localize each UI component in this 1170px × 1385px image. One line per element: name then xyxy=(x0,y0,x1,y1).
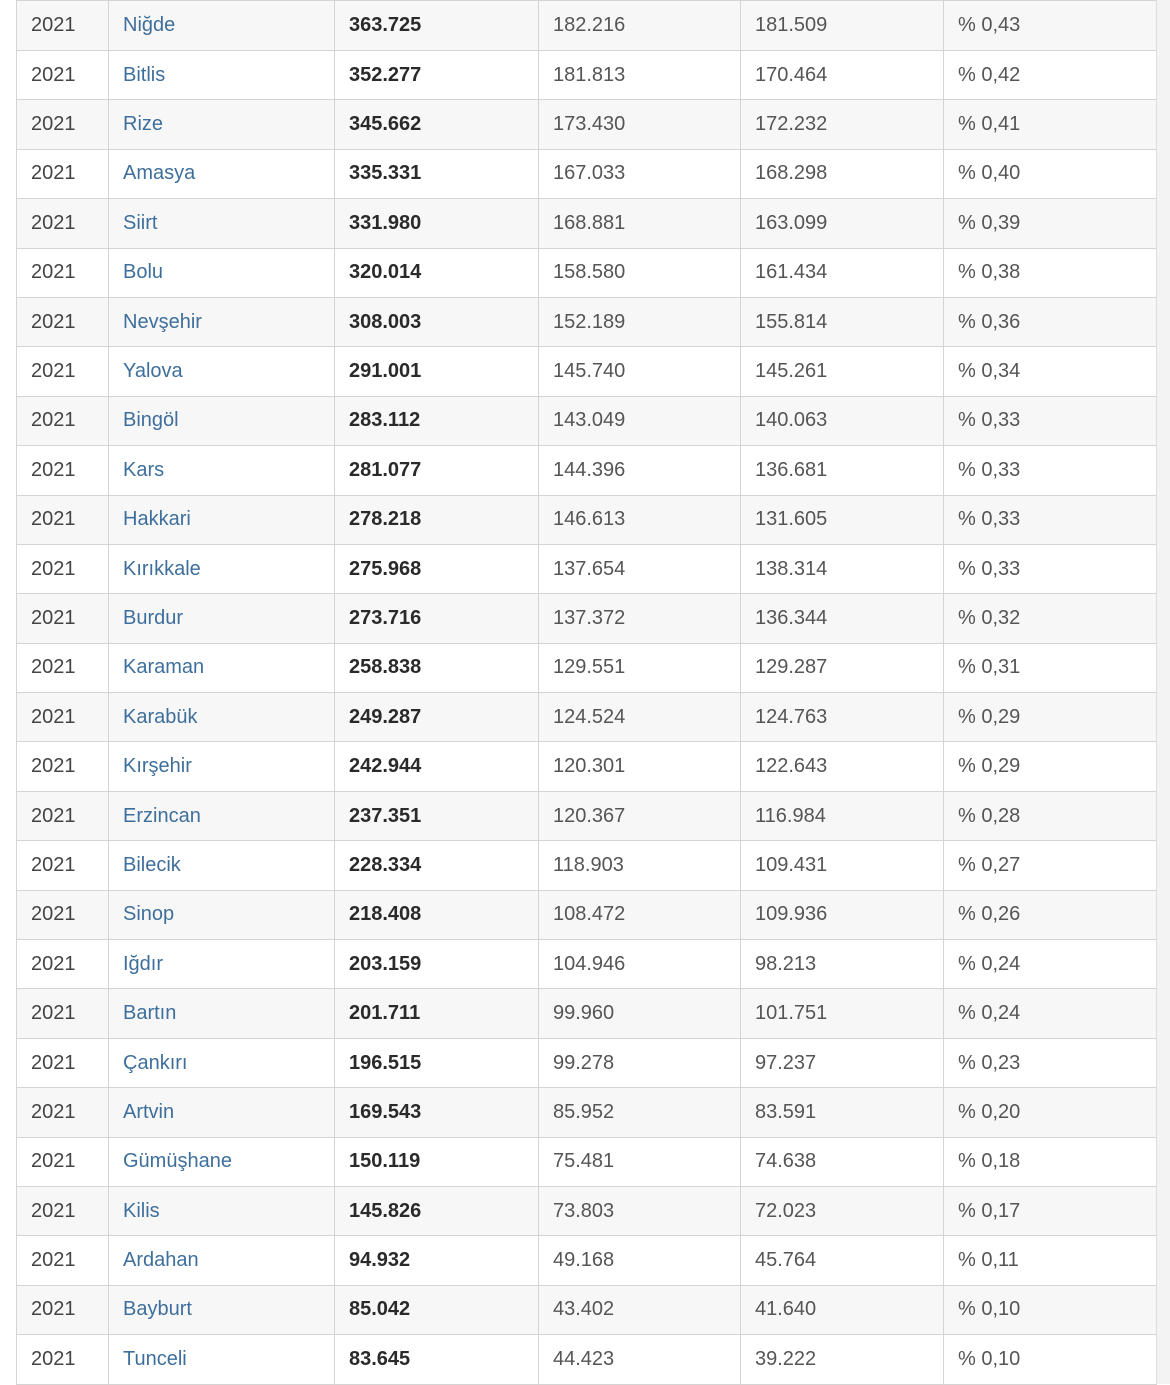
male-population-cell: 146.613 xyxy=(539,495,741,544)
year-cell: 2021 xyxy=(17,940,109,989)
male-population-cell: 44.423 xyxy=(539,1335,741,1384)
male-population-cell: 144.396 xyxy=(539,446,741,495)
female-population-cell: 109.431 xyxy=(741,841,944,890)
male-population-cell: 99.278 xyxy=(539,1038,741,1087)
province-link[interactable]: Burdur xyxy=(123,606,184,629)
year-cell: 2021 xyxy=(17,446,109,495)
page-edge xyxy=(1156,0,1170,1384)
table-row xyxy=(17,100,1157,149)
table-row xyxy=(17,594,1157,643)
female-population-cell: 122.643 xyxy=(741,742,944,791)
female-population-cell: 39.222 xyxy=(741,1335,944,1384)
table-body xyxy=(17,1,1157,1385)
female-population-cell: 116.984 xyxy=(741,791,944,840)
year-cell: 2021 xyxy=(17,841,109,890)
province-cell[interactable] xyxy=(109,890,335,939)
year-cell: 2021 xyxy=(17,1186,109,1235)
table-row xyxy=(17,791,1157,840)
year-cell: 2021 xyxy=(17,742,109,791)
province-link[interactable]: Artvin xyxy=(123,1100,175,1123)
province-link[interactable]: Kırıkkale xyxy=(123,557,201,580)
percent-share-cell: % 0,24 xyxy=(944,989,1157,1038)
province-link[interactable]: Bingöl xyxy=(123,409,179,432)
total-population-cell: 196.515 xyxy=(335,1038,539,1087)
year-cell: 2021 xyxy=(17,1088,109,1137)
percent-share-cell: % 0,36 xyxy=(944,297,1157,346)
percent-share-cell: % 0,34 xyxy=(944,347,1157,396)
population-table xyxy=(16,0,1157,1385)
year-cell: 2021 xyxy=(17,51,109,100)
province-link[interactable]: Sinop xyxy=(123,903,175,926)
female-population-cell: 109.936 xyxy=(741,890,944,939)
table-row xyxy=(17,1186,1157,1235)
percent-share-cell: % 0,20 xyxy=(944,1088,1157,1137)
table-row xyxy=(17,199,1157,248)
province-link[interactable]: Nevşehir xyxy=(123,310,202,333)
table-row xyxy=(17,1038,1157,1087)
male-population-cell: 124.524 xyxy=(539,693,741,742)
total-population-cell: 273.716 xyxy=(335,594,539,643)
percent-share-cell: % 0,38 xyxy=(944,248,1157,297)
female-population-cell: 172.232 xyxy=(741,100,944,149)
table-row xyxy=(17,149,1157,198)
female-population-cell: 155.814 xyxy=(741,297,944,346)
male-population-cell: 104.946 xyxy=(539,940,741,989)
total-population-cell: 335.331 xyxy=(335,149,539,198)
table-row xyxy=(17,495,1157,544)
province-link[interactable]: Bolu xyxy=(123,261,164,284)
population-table-container xyxy=(16,0,1156,1385)
province-link[interactable]: Erzincan xyxy=(123,804,201,827)
province-link[interactable]: Bilecik xyxy=(123,853,181,876)
table-row xyxy=(17,841,1157,890)
female-population-cell: 72.023 xyxy=(741,1186,944,1235)
percent-share-cell: % 0,39 xyxy=(944,199,1157,248)
table-row xyxy=(17,693,1157,742)
total-population-cell: 85.042 xyxy=(335,1285,539,1334)
province-cell[interactable] xyxy=(109,100,335,149)
province-link[interactable]: Gümüşhane xyxy=(123,1150,232,1173)
year-cell: 2021 xyxy=(17,1137,109,1186)
total-population-cell: 345.662 xyxy=(335,100,539,149)
total-population-cell: 150.119 xyxy=(335,1137,539,1186)
male-population-cell: 152.189 xyxy=(539,297,741,346)
province-cell[interactable] xyxy=(109,940,335,989)
year-cell: 2021 xyxy=(17,544,109,593)
total-population-cell: 83.645 xyxy=(335,1335,539,1384)
total-population-cell: 275.968 xyxy=(335,544,539,593)
total-population-cell: 237.351 xyxy=(335,791,539,840)
female-population-cell: 124.763 xyxy=(741,693,944,742)
table-row xyxy=(17,742,1157,791)
province-cell[interactable] xyxy=(109,989,335,1038)
percent-share-cell: % 0,31 xyxy=(944,643,1157,692)
percent-share-cell: % 0,18 xyxy=(944,1137,1157,1186)
male-population-cell: 120.367 xyxy=(539,791,741,840)
province-cell[interactable] xyxy=(109,248,335,297)
province-link[interactable]: Siirt xyxy=(123,211,158,234)
female-population-cell: 74.638 xyxy=(741,1137,944,1186)
total-population-cell: 352.277 xyxy=(335,51,539,100)
year-cell: 2021 xyxy=(17,1335,109,1384)
province-link[interactable]: Karabük xyxy=(123,705,198,728)
province-cell[interactable] xyxy=(109,791,335,840)
female-population-cell: 145.261 xyxy=(741,347,944,396)
male-population-cell: 168.881 xyxy=(539,199,741,248)
female-population-cell: 163.099 xyxy=(741,199,944,248)
year-cell: 2021 xyxy=(17,890,109,939)
province-cell[interactable] xyxy=(109,446,335,495)
table-row xyxy=(17,890,1157,939)
male-population-cell: 73.803 xyxy=(539,1186,741,1235)
percent-share-cell: % 0,40 xyxy=(944,149,1157,198)
province-cell[interactable] xyxy=(109,51,335,100)
percent-share-cell: % 0,23 xyxy=(944,1038,1157,1087)
male-population-cell: 137.654 xyxy=(539,544,741,593)
province-link[interactable]: Amasya xyxy=(123,162,196,185)
female-population-cell: 136.344 xyxy=(741,594,944,643)
percent-share-cell: % 0,17 xyxy=(944,1186,1157,1235)
province-link[interactable]: Kars xyxy=(123,458,165,481)
female-population-cell: 131.605 xyxy=(741,495,944,544)
percent-share-cell: % 0,41 xyxy=(944,100,1157,149)
male-population-cell: 143.049 xyxy=(539,396,741,445)
province-link[interactable]: Kilis xyxy=(123,1199,160,1222)
province-link[interactable]: Yalova xyxy=(123,360,183,383)
table-row xyxy=(17,989,1157,1038)
province-cell[interactable] xyxy=(109,742,335,791)
male-population-cell: 120.301 xyxy=(539,742,741,791)
year-cell: 2021 xyxy=(17,989,109,1038)
province-cell[interactable] xyxy=(109,347,335,396)
percent-share-cell: % 0,43 xyxy=(944,1,1157,51)
province-link[interactable]: Niğde xyxy=(123,14,176,36)
percent-share-cell: % 0,33 xyxy=(944,446,1157,495)
year-cell: 2021 xyxy=(17,1038,109,1087)
year-cell: 2021 xyxy=(17,1236,109,1285)
province-cell[interactable] xyxy=(109,149,335,198)
table-row xyxy=(17,544,1157,593)
year-cell: 2021 xyxy=(17,199,109,248)
province-link[interactable]: Rize xyxy=(123,113,164,136)
percent-share-cell: % 0,33 xyxy=(944,396,1157,445)
percent-share-cell: % 0,32 xyxy=(944,594,1157,643)
table-row xyxy=(17,1236,1157,1285)
province-link[interactable]: Bayburt xyxy=(123,1298,192,1321)
table-row xyxy=(17,248,1157,297)
province-link[interactable]: Bitlis xyxy=(123,63,166,86)
percent-share-cell: % 0,24 xyxy=(944,940,1157,989)
year-cell: 2021 xyxy=(17,347,109,396)
male-population-cell: 85.952 xyxy=(539,1088,741,1137)
table-row xyxy=(17,940,1157,989)
total-population-cell: 291.001 xyxy=(335,347,539,396)
total-population-cell: 258.838 xyxy=(335,643,539,692)
table-row xyxy=(17,1285,1157,1334)
total-population-cell: 218.408 xyxy=(335,890,539,939)
table-row xyxy=(17,347,1157,396)
percent-share-cell: % 0,26 xyxy=(944,890,1157,939)
province-cell[interactable] xyxy=(109,1186,335,1235)
province-cell[interactable] xyxy=(109,841,335,890)
province-cell[interactable] xyxy=(109,643,335,692)
female-population-cell: 161.434 xyxy=(741,248,944,297)
male-population-cell: 118.903 xyxy=(539,841,741,890)
percent-share-cell: % 0,42 xyxy=(944,51,1157,100)
total-population-cell: 249.287 xyxy=(335,693,539,742)
province-cell[interactable] xyxy=(109,594,335,643)
total-population-cell: 228.334 xyxy=(335,841,539,890)
table-row xyxy=(17,297,1157,346)
province-link[interactable]: Bartın xyxy=(123,1002,177,1025)
total-population-cell: 363.725 xyxy=(335,1,539,51)
year-cell: 2021 xyxy=(17,1,109,51)
total-population-cell: 169.543 xyxy=(335,1088,539,1137)
female-population-cell: 170.464 xyxy=(741,51,944,100)
male-population-cell: 137.372 xyxy=(539,594,741,643)
male-population-cell: 145.740 xyxy=(539,347,741,396)
total-population-cell: 278.218 xyxy=(335,495,539,544)
province-cell[interactable] xyxy=(109,1335,335,1384)
table-row xyxy=(17,643,1157,692)
female-population-cell: 136.681 xyxy=(741,446,944,495)
female-population-cell: 101.751 xyxy=(741,989,944,1038)
province-link[interactable]: Tunceli xyxy=(123,1347,187,1370)
province-cell[interactable] xyxy=(109,1088,335,1137)
province-cell[interactable] xyxy=(109,544,335,593)
male-population-cell: 99.960 xyxy=(539,989,741,1038)
percent-share-cell: % 0,29 xyxy=(944,693,1157,742)
total-population-cell: 94.932 xyxy=(335,1236,539,1285)
total-population-cell: 242.944 xyxy=(335,742,539,791)
province-cell[interactable] xyxy=(109,1137,335,1186)
province-cell[interactable] xyxy=(109,199,335,248)
total-population-cell: 145.826 xyxy=(335,1186,539,1235)
male-population-cell: 158.580 xyxy=(539,248,741,297)
table-row xyxy=(17,1335,1157,1384)
total-population-cell: 308.003 xyxy=(335,297,539,346)
female-population-cell: 129.287 xyxy=(741,643,944,692)
province-link[interactable]: Çankırı xyxy=(123,1051,188,1074)
province-cell[interactable] xyxy=(109,396,335,445)
province-cell[interactable] xyxy=(109,297,335,346)
province-link[interactable]: Karaman xyxy=(123,656,205,679)
female-population-cell: 98.213 xyxy=(741,940,944,989)
table-row xyxy=(17,1137,1157,1186)
total-population-cell: 281.077 xyxy=(335,446,539,495)
percent-share-cell: % 0,28 xyxy=(944,791,1157,840)
percent-share-cell: % 0,33 xyxy=(944,495,1157,544)
percent-share-cell: % 0,10 xyxy=(944,1285,1157,1334)
year-cell: 2021 xyxy=(17,643,109,692)
total-population-cell: 331.980 xyxy=(335,199,539,248)
year-cell: 2021 xyxy=(17,594,109,643)
table-row xyxy=(17,446,1157,495)
total-population-cell: 320.014 xyxy=(335,248,539,297)
male-population-cell: 49.168 xyxy=(539,1236,741,1285)
percent-share-cell: % 0,27 xyxy=(944,841,1157,890)
male-population-cell: 182.216 xyxy=(539,1,741,51)
female-population-cell: 97.237 xyxy=(741,1038,944,1087)
province-cell[interactable] xyxy=(109,495,335,544)
year-cell: 2021 xyxy=(17,248,109,297)
total-population-cell: 203.159 xyxy=(335,940,539,989)
female-population-cell: 140.063 xyxy=(741,396,944,445)
male-population-cell: 167.033 xyxy=(539,149,741,198)
year-cell: 2021 xyxy=(17,495,109,544)
male-population-cell: 108.472 xyxy=(539,890,741,939)
female-population-cell: 83.591 xyxy=(741,1088,944,1137)
male-population-cell: 129.551 xyxy=(539,643,741,692)
percent-share-cell: % 0,10 xyxy=(944,1335,1157,1384)
male-population-cell: 181.813 xyxy=(539,51,741,100)
total-population-cell: 283.112 xyxy=(335,396,539,445)
year-cell: 2021 xyxy=(17,396,109,445)
year-cell: 2021 xyxy=(17,693,109,742)
table-row xyxy=(17,1088,1157,1137)
province-link[interactable]: Ardahan xyxy=(123,1249,199,1272)
female-population-cell: 41.640 xyxy=(741,1285,944,1334)
table-row xyxy=(17,1,1157,51)
total-population-cell: 201.711 xyxy=(335,989,539,1038)
year-cell: 2021 xyxy=(17,100,109,149)
female-population-cell: 138.314 xyxy=(741,544,944,593)
province-link[interactable]: Hakkari xyxy=(123,508,191,531)
male-population-cell: 43.402 xyxy=(539,1285,741,1334)
province-cell[interactable] xyxy=(109,1,335,51)
province-link[interactable]: Kırşehir xyxy=(123,755,192,778)
male-population-cell: 75.481 xyxy=(539,1137,741,1186)
year-cell: 2021 xyxy=(17,1285,109,1334)
female-population-cell: 181.509 xyxy=(741,1,944,51)
province-cell[interactable] xyxy=(109,1236,335,1285)
percent-share-cell: % 0,33 xyxy=(944,544,1157,593)
year-cell: 2021 xyxy=(17,149,109,198)
province-cell[interactable] xyxy=(109,1285,335,1334)
percent-share-cell: % 0,29 xyxy=(944,742,1157,791)
male-population-cell: 173.430 xyxy=(539,100,741,149)
province-cell[interactable] xyxy=(109,693,335,742)
year-cell: 2021 xyxy=(17,791,109,840)
year-cell: 2021 xyxy=(17,297,109,346)
table-row xyxy=(17,396,1157,445)
female-population-cell: 168.298 xyxy=(741,149,944,198)
female-population-cell: 45.764 xyxy=(741,1236,944,1285)
percent-share-cell: % 0,11 xyxy=(944,1236,1157,1285)
province-link[interactable]: Iğdır xyxy=(123,952,164,975)
province-cell[interactable] xyxy=(109,1038,335,1087)
table-row xyxy=(17,51,1157,100)
